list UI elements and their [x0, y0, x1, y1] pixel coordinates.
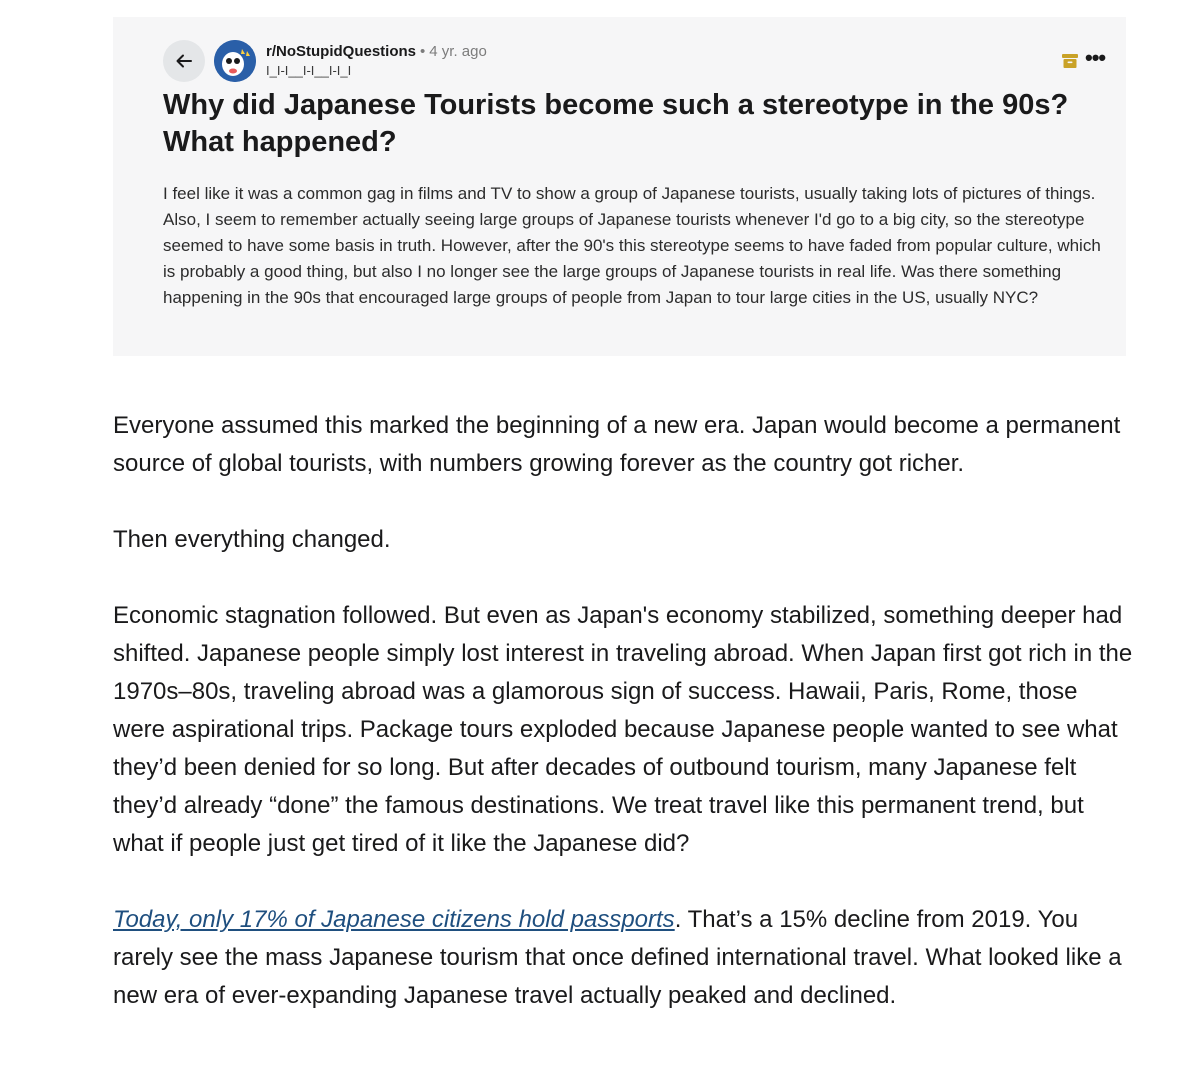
subreddit-avatar-icon[interactable]: [214, 40, 256, 82]
post-age: 4 yr. ago: [429, 43, 487, 60]
article-paragraph: Everyone assumed this marked the beginning of a new era. Japan would become a permanent source of global tourists, with numbers growing forever as the country got richer.: [113, 412, 1121, 477]
post-body: I feel like it was a common gag in films and TV to show a group of Japanese tourists, usually taking lots of pictures of things. Also, I seem to remember actually seeing large groups of Japanese tourists whenever I'd go to a big city, so the stereotype seemed to have some basis in truth. However, after the 90's this stereotype seems to have faded from popular culture, which is probably a good thing, but also I no longer see the large groups of Japanese tourists in real life. Was there something happening in the 90s that encouraged large groups of people from Japan to tour large cities in the US, usually NYC?: [163, 184, 1101, 307]
reddit-post-card: [113, 17, 1126, 356]
article-paragraph: [113, 901, 1133, 1015]
archive-icon: [1061, 53, 1079, 69]
back-button[interactable]: [163, 40, 205, 82]
back-arrow-icon: [174, 51, 194, 71]
article-paragraph: Then everything changed.: [113, 526, 391, 553]
subreddit-name[interactable]: r/NoStupidQuestions: [266, 43, 416, 60]
more-options-icon[interactable]: •••: [1085, 45, 1106, 70]
meta-separator: •: [420, 43, 426, 60]
article-paragraph-text: . That’s a 15% decline from 2019. You rarely see the mass Japanese tourism that once defined international travel. What looked like a new era of ever-expanding Japanese travel actually peaked and declined.: [113, 906, 1122, 1009]
article-paragraph: Economic stagnation followed. But even as Japan's economy stabilized, something deeper had shifted. Japanese people simply lost interest in traveling abroad. When Japan first got rich in the 1970s–80s, traveling abroad was a glamorous sign of success. Hawaii, Paris, Rome, those were aspirational trips. Package tours exploded because Japanese people wanted to see what they’d been denied for so long. But after decades of outbound tourism, many Japanese felt they’d already “done” the famous destinations. We treat travel like this permanent trend, but what if people just get tired of it like the Japanese did?: [113, 602, 1133, 857]
article-body: [113, 407, 1133, 1053]
post-title[interactable]: Why did Japanese Tourists become such a stereotype in the 90s? What happened?: [163, 89, 1069, 158]
post-author[interactable]: I_I-I__I-I__I-I_I: [266, 63, 352, 78]
post-meta: [266, 43, 487, 61]
passport-statistic-link[interactable]: Today, only 17% of Japanese citizens hold passports: [113, 906, 675, 933]
